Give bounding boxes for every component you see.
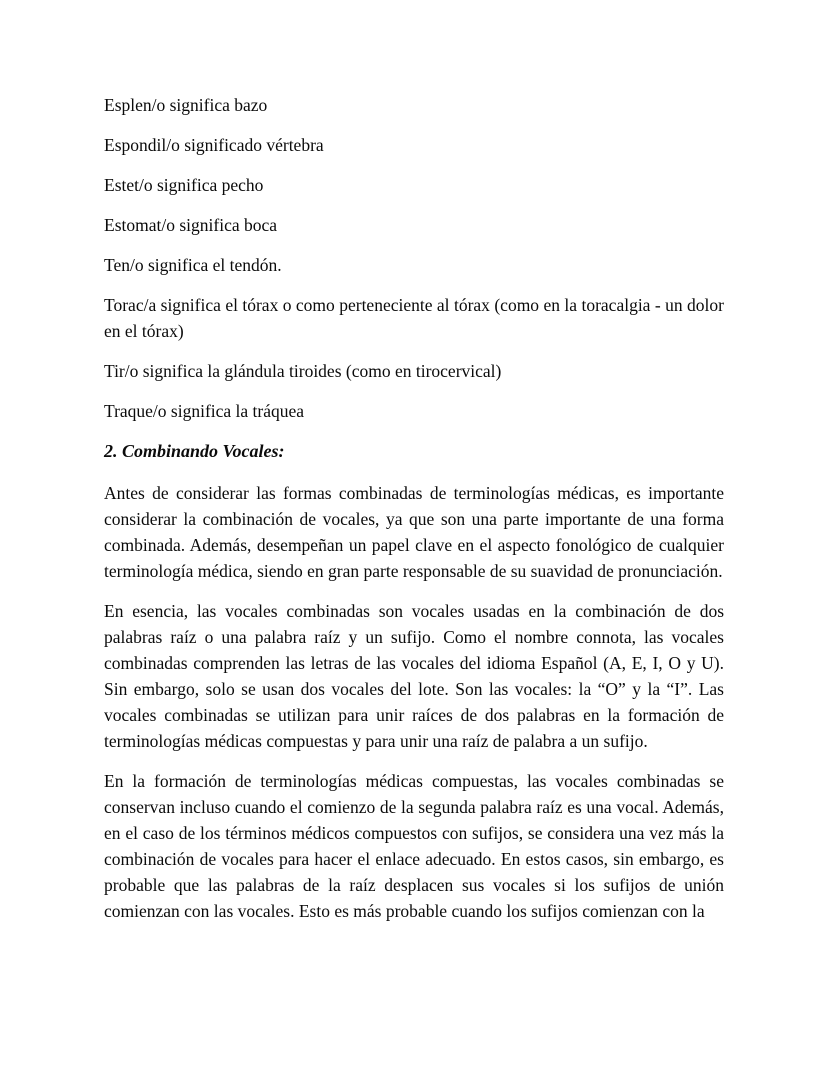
term-line-torac: Torac/a significa el tórax o como perteneciente al tórax (como en la toracalgia - un dolor en el tórax)	[104, 295, 724, 341]
term-line-traque: Traque/o significa la tráquea	[104, 401, 305, 421]
term-line-estomat: Estomat/o significa boca	[104, 215, 278, 235]
term-line-tir: Tir/o significa la glándula tiroides (como en tirocervical)	[104, 361, 502, 381]
paragraph-intro-vocales: Antes de considerar las formas combinadas de terminologías médicas, es importante considerar la combinación de vocales, ya que son una parte importante de una forma combinada. Además, desempeñan un papel clave en el aspecto fonológico de cualquier terminología médica, siendo en gran parte responsable de su suavidad de pronunciación.	[104, 483, 724, 581]
section-heading: 2. Combinando Vocales:	[104, 441, 285, 461]
paragraph-definicion-vocales: En esencia, las vocales combinadas son vocales usadas en la combinación de dos palabras raíz o una palabra raíz y un sufijo. Como el nombre connota, las vocales combinadas comprenden las letras de las vocales del idioma Español (A, E, I, O y U). Sin embargo, solo se usan dos vocales del lote. Son las vocales: la “O” y la “I”. Las vocales combinadas se utilizan para unir raíces de dos palabras en la formación de terminologías médicas compuestas y para unir una raíz de palabra a un sufijo.	[104, 601, 724, 751]
term-line-estet: Estet/o significa pecho	[104, 175, 264, 195]
term-line-ten: Ten/o significa el tendón.	[104, 255, 282, 275]
term-line-espondil: Espondil/o significado vértebra	[104, 135, 324, 155]
paragraph-formacion-terminologias: En la formación de terminologías médicas compuestas, las vocales combinadas se conservan incluso cuando el comienzo de la segunda palabra raíz es una vocal. Además, en el caso de los términos médicos compuestos con sufijos, se considera una vez más la combinación de vocales para hacer el enlace adecuado. En estos casos, sin embargo, es probable que las palabras de la raíz desplacen sus vocales si los sufijos de unión comienzan con las vocales. Esto es más probable cuando los sufijos comienzan con la	[104, 771, 724, 921]
term-line-esplen: Esplen/o significa bazo	[104, 95, 268, 115]
